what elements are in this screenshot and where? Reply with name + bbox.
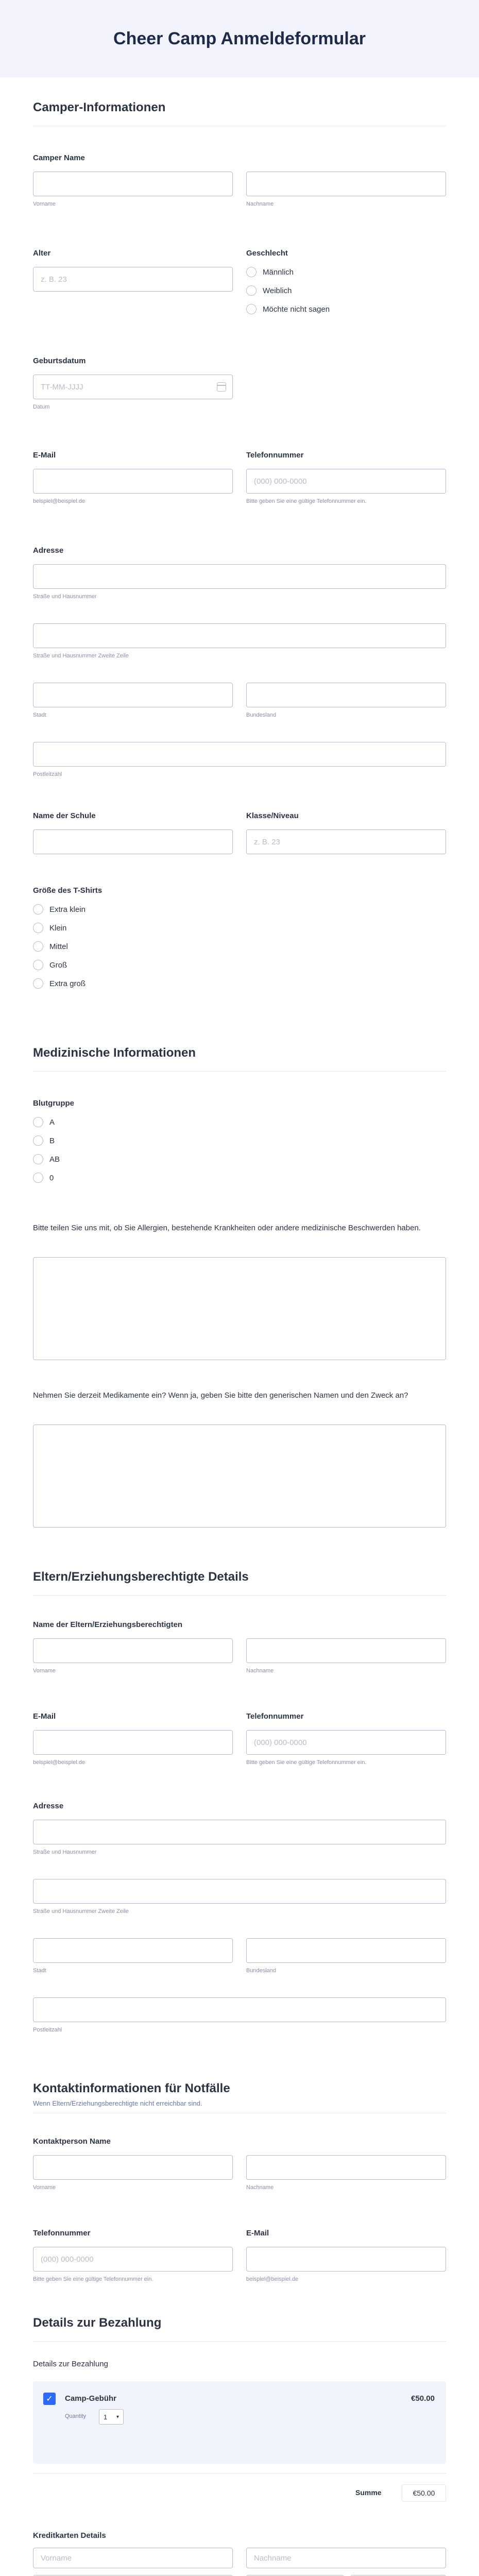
radio-circle (33, 960, 43, 970)
phone-input[interactable] (246, 469, 446, 494)
blood-type-label: Blutgruppe (33, 1099, 74, 1108)
guardian-name-label: Name der Eltern/Erziehungsberechtigten (33, 1620, 183, 1629)
radio-circle (33, 923, 43, 933)
medication-label: Nehmen Sie derzeit Medikamente ein? Wenn ja, geben Sie bitte den generischen Namen und den Zweck an? (33, 1391, 408, 1400)
allergy-textarea[interactable] (33, 1257, 446, 1360)
radio-circle (33, 1136, 43, 1146)
zip-sublabel: Postleitzahl (33, 771, 62, 777)
blood-option-label: AB (49, 1155, 60, 1164)
payment-details-label: Details zur Bezahlung (33, 2360, 108, 2368)
form-header (0, 0, 479, 77)
blood-option-a[interactable] (33, 1117, 55, 1127)
radio-circle (33, 978, 43, 989)
shirt-option-label: Groß (49, 960, 67, 970)
zip-input[interactable] (33, 742, 446, 767)
state-sublabel: Bundesland (246, 712, 277, 718)
product-box (33, 2381, 446, 2464)
shirt-option-label: Klein (49, 923, 67, 933)
guardian-street2-input[interactable] (33, 1879, 446, 1904)
calendar-icon[interactable] (217, 382, 226, 392)
form-body (0, 77, 479, 2576)
gender-option-label: Möchte nicht sagen (263, 304, 330, 314)
radio-circle (33, 1173, 43, 1183)
guardian-city-input[interactable] (33, 1938, 233, 1963)
street-sublabel: Straße und Hausnummer (33, 594, 97, 600)
age-input[interactable] (33, 267, 233, 292)
radio-circle (246, 304, 256, 314)
contact-last-name-input[interactable] (246, 2155, 446, 2180)
radio-circle (33, 1154, 43, 1164)
shirt-option-xs[interactable] (33, 904, 85, 914)
emergency-note: Wenn Eltern/Erziehungsberechtigte nicht erreichbar sind. (33, 2099, 202, 2107)
contact-email-input[interactable] (246, 2247, 446, 2272)
guardian-address-label: Adresse (33, 1802, 64, 1810)
gender-option-none[interactable] (246, 304, 330, 314)
blood-option-b[interactable] (33, 1136, 55, 1146)
allergy-label: Bitte teilen Sie uns mit, ob Sie Allergien, bestehende Krankheiten oder andere medizinische Beschwerden haben. (33, 1224, 421, 1232)
section-title-medical: Medizinische Informationen (33, 1046, 196, 1060)
guardian-zip-sublabel: Postleitzahl (33, 2027, 62, 2033)
blood-option-0[interactable] (33, 1173, 54, 1183)
quantity-select[interactable] (99, 2409, 124, 2425)
gender-option-male[interactable] (246, 267, 294, 277)
radio-circle (33, 1117, 43, 1127)
city-sublabel: Stadt (33, 712, 46, 718)
quantity-value: 1 (104, 2413, 108, 2421)
contact-email-sublabel: beispiel@beispiel.de (246, 2276, 299, 2282)
guardian-street2-sublabel: Straße und Hausnummer Zweite Zeile (33, 1908, 129, 1914)
guardian-phone-input[interactable] (246, 1730, 446, 1755)
guardian-street-sublabel: Straße und Hausnummer (33, 1849, 97, 1855)
grade-placeholder: z. B. 23 (254, 837, 280, 846)
camper-last-name-input[interactable] (246, 172, 446, 196)
guardian-phone-label: Telefonnummer (246, 1712, 304, 1721)
guardian-street-input[interactable] (33, 1820, 446, 1844)
guardian-email-input[interactable] (33, 1730, 233, 1755)
section-title-camper: Camper-Informationen (33, 100, 166, 114)
school-input[interactable] (33, 829, 233, 854)
contact-last-sublabel: Nachname (246, 2184, 274, 2191)
blood-option-label: A (49, 1117, 55, 1127)
contact-first-name-input[interactable] (33, 2155, 233, 2180)
section-title-emergency: Kontaktinformationen für Notfälle (33, 2081, 230, 2095)
divider (33, 2341, 446, 2342)
shirt-option-label: Extra groß (49, 979, 86, 988)
guardian-email-sublabel: beispiel@beispiel.de (33, 1759, 85, 1766)
divider (33, 1595, 446, 1596)
street2-input[interactable] (33, 623, 446, 648)
product-price: €50.00 (411, 2394, 435, 2403)
quantity-label: Quantity (65, 2413, 86, 2419)
street-input[interactable] (33, 564, 446, 589)
section-title-guardian: Eltern/Erziehungsberechtigte Details (33, 1570, 249, 1584)
shirt-option-label: Extra klein (49, 905, 86, 914)
blood-option-label: 0 (49, 1173, 54, 1182)
age-placeholder: z. B. 23 (41, 275, 67, 284)
birthdate-label: Geburtsdatum (33, 357, 86, 365)
camper-first-name-input[interactable] (33, 172, 233, 196)
contact-phone-input[interactable] (33, 2247, 233, 2272)
guardian-first-name-input[interactable] (33, 1638, 233, 1663)
age-label: Alter (33, 249, 51, 258)
blood-option-label: B (49, 1136, 55, 1145)
address-label: Adresse (33, 546, 64, 555)
product-name: Camp-Gebühr (65, 2394, 117, 2403)
school-label: Name der Schule (33, 811, 96, 820)
blood-option-ab[interactable] (33, 1154, 60, 1164)
shirt-option-label: Mittel (49, 942, 68, 951)
sum-value: €50.00 (402, 2484, 446, 2502)
guardian-city-sublabel: Stadt (33, 1968, 46, 1974)
phone-sublabel: Bitte geben Sie eine gültige Telefonnummer ein. (246, 498, 367, 504)
birthdate-sublabel: Datum (33, 404, 50, 410)
birthdate-placeholder: TT-MM-JJJJ (41, 382, 83, 392)
gender-option-label: Männlich (263, 267, 294, 277)
form-title: Cheer Camp Anmeldeformular (113, 28, 366, 48)
shirt-option-l[interactable] (33, 960, 67, 970)
product-checkbox[interactable]: ✓ (43, 2393, 56, 2405)
contact-phone-sublabel: Bitte geben Sie eine gültige Telefonnummer ein. (33, 2276, 153, 2282)
state-input[interactable] (246, 683, 446, 707)
email-sublabel: beispiel@beispiel.de (33, 498, 85, 504)
contact-phone-placeholder: (000) 000-0000 (41, 2255, 94, 2264)
shirt-option-m[interactable] (33, 941, 68, 952)
camper-last-name-sublabel: Nachname (246, 201, 274, 207)
guardian-state-sublabel: Bundesland (246, 1968, 277, 1974)
card-last-name-input[interactable] (246, 2548, 446, 2568)
guardian-phone-placeholder: (000) 000-0000 (254, 1738, 307, 1747)
medication-textarea[interactable] (33, 1425, 446, 1528)
shirt-size-label: Größe des T-Shirts (33, 886, 102, 895)
phone-placeholder: (000) 000-0000 (254, 477, 307, 486)
camper-name-label: Camper Name (33, 154, 85, 162)
guardian-state-input[interactable] (246, 1938, 446, 1963)
divider (33, 1071, 446, 1072)
grade-label: Klasse/Niveau (246, 811, 299, 820)
card-first-placeholder: Vorname (41, 2553, 72, 2563)
chevron-down-icon: ▾ (116, 2414, 119, 2420)
sum-label: Summe (355, 2488, 382, 2497)
shirt-option-s[interactable] (33, 923, 66, 933)
radio-circle (33, 904, 43, 914)
grade-input[interactable] (246, 829, 446, 854)
contact-name-label: Kontaktperson Name (33, 2137, 111, 2146)
radio-circle (33, 941, 43, 952)
gender-option-female[interactable] (246, 285, 292, 296)
card-first-name-input[interactable] (33, 2548, 233, 2568)
card-details-label: Kreditkarten Details (33, 2531, 106, 2540)
shirt-option-xl[interactable] (33, 978, 85, 989)
phone-label: Telefonnummer (246, 451, 304, 460)
birthdate-input[interactable] (33, 375, 233, 399)
camper-first-name-sublabel: Vorname (33, 201, 56, 207)
city-input[interactable] (33, 683, 233, 707)
section-title-payment: Details zur Bezahlung (33, 2316, 162, 2330)
email-input[interactable] (33, 469, 233, 494)
gender-label: Geschlecht (246, 249, 288, 258)
contact-phone-label: Telefonnummer (33, 2229, 91, 2238)
contact-first-sublabel: Vorname (33, 2184, 56, 2191)
card-last-placeholder: Nachname (254, 2553, 292, 2563)
radio-circle (246, 285, 256, 296)
street2-sublabel: Straße und Hausnummer Zweite Zeile (33, 653, 129, 659)
guardian-email-label: E-Mail (33, 1712, 56, 1721)
contact-email-label: E-Mail (246, 2229, 269, 2238)
email-label: E-Mail (33, 451, 56, 460)
guardian-first-sublabel: Vorname (33, 1668, 56, 1674)
guardian-zip-input[interactable] (33, 1997, 446, 2022)
radio-circle (246, 267, 256, 277)
gender-option-label: Weiblich (263, 286, 292, 295)
guardian-last-sublabel: Nachname (246, 1668, 274, 1674)
guardian-phone-sublabel: Bitte geben Sie eine gültige Telefonnummer ein. (246, 1759, 367, 1766)
guardian-last-name-input[interactable] (246, 1638, 446, 1663)
